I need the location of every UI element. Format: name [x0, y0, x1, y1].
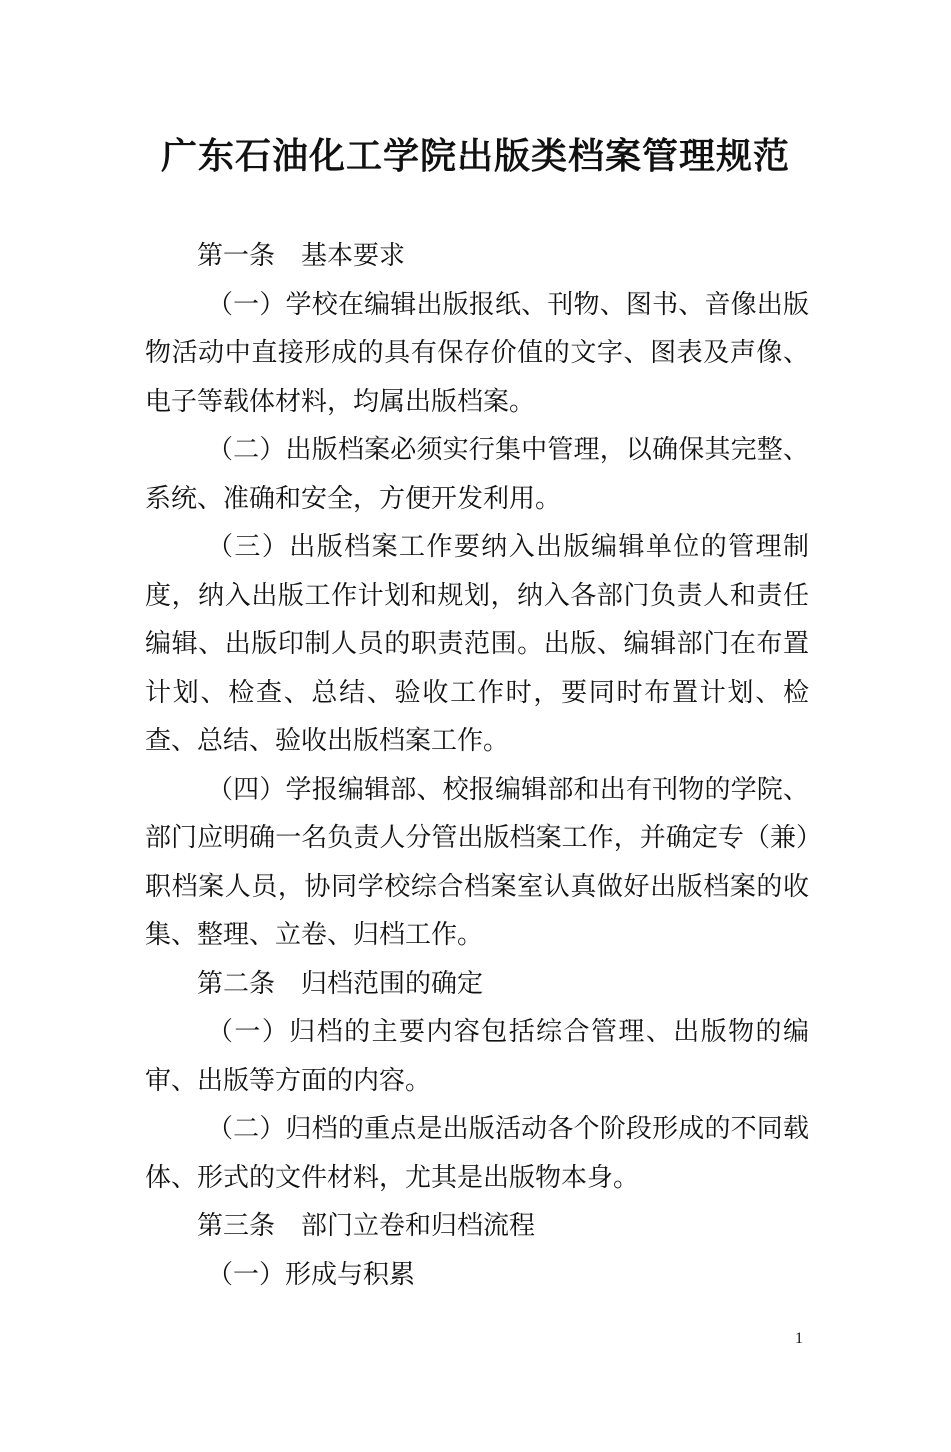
page-number: 1	[795, 1330, 803, 1347]
paragraph: （一）形成与积累	[207, 1259, 416, 1290]
article-heading	[145, 960, 809, 1009]
paragraph: （四）学报编辑部、校报编辑部和出有刊物的学院、部门应明确一名负责人分管出版档案工作，并确定专（兼）职档案人员，协同学校综合档案室认真做好出版档案的收集、整理、立卷、归档工作。	[145, 774, 809, 950]
paragraph: （一）学校在编辑出版报纸、刊物、图书、音像出版物活动中直接形成的具有保存价值的文字、图表及声像、电子等载体材料，均属出版档案。	[145, 289, 809, 417]
article-title: 归档范围的确定	[301, 968, 484, 999]
page-title: 广东石油化工学院出版类档案管理规范	[160, 135, 790, 177]
article-title: 部门立卷和归档流程	[301, 1211, 536, 1241]
article-number: 第三条	[197, 1211, 276, 1241]
article-heading	[145, 1202, 809, 1251]
paragraph: （二）归档的重点是出版活动各个阶段形成的不同载体、形式的文件材料，尤其是出版物本身。	[145, 1114, 809, 1193]
article-number: 第一条	[197, 241, 276, 271]
article-number: 第二条	[197, 968, 276, 999]
paragraph: （一）归档的主要内容包括综合管理、出版物的编审、出版等方面的内容。	[145, 1017, 809, 1096]
article-title: 基本要求	[301, 241, 406, 271]
article-heading	[145, 232, 809, 281]
paragraph: （三）出版档案工作要纳入出版编辑单位的管理制度，纳入出版工作计划和规划，纳入各部门负责人和责任编辑、出版印制人员的职责范围。出版、编辑部门在布置计划、检查、总结、验收工作时，要同时布置计划、检查、总结、验收出版档案工作。	[145, 532, 809, 756]
paragraph: （二）出版档案必须实行集中管理，以确保其完整、系统、准确和安全，方便开发利用。	[145, 435, 809, 514]
document-body	[145, 232, 809, 1299]
